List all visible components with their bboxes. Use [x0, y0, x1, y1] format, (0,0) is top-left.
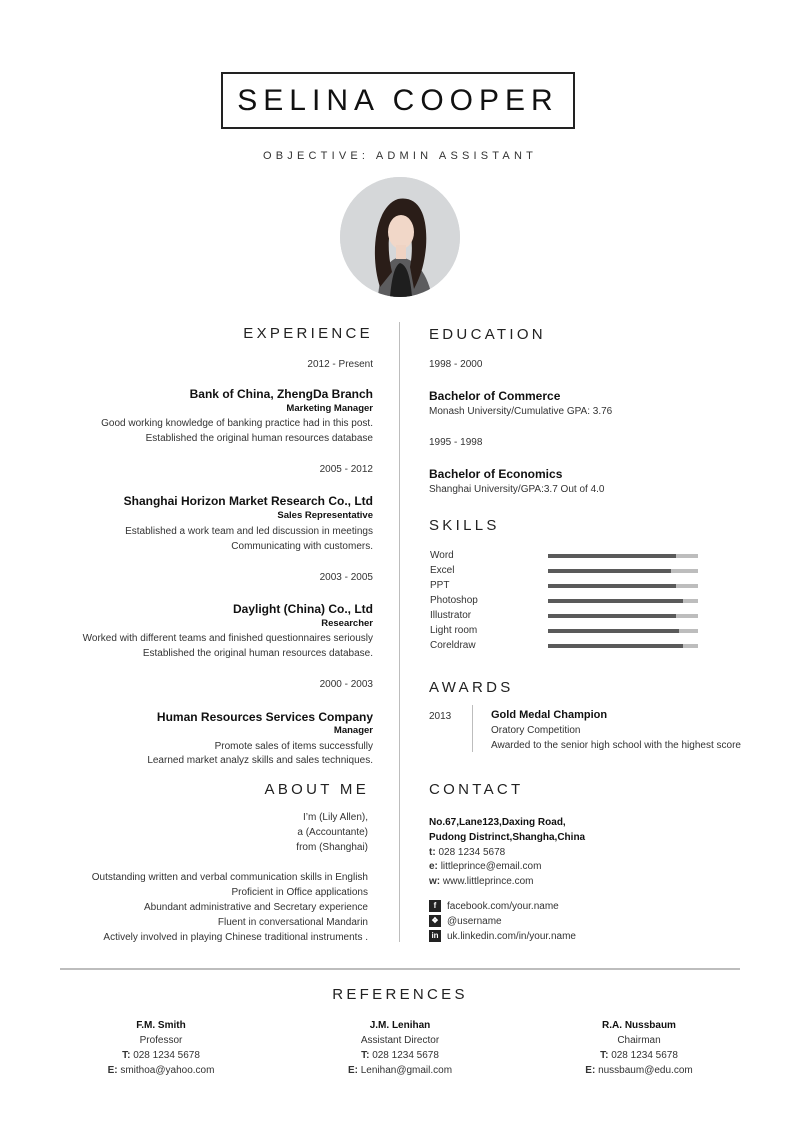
experience-description: Worked with different teams and finished questionnaires seriously [82, 633, 373, 644]
twitter-value: @username [447, 916, 502, 927]
experience-company: Human Resources Services Company [156, 710, 373, 724]
reference-name: F.M. Smith [136, 1020, 186, 1031]
education-period: 1995 - 1998 [429, 437, 483, 448]
reference-phone-label: T: [122, 1050, 131, 1061]
skill-row [430, 563, 700, 578]
email-label: e: [429, 861, 438, 872]
experience-description: Communicating with customers. [231, 541, 373, 552]
skill-bar [548, 629, 698, 633]
skill-bar [548, 599, 698, 603]
skill-bar [548, 569, 698, 573]
skill-row [430, 593, 700, 608]
skill-bar-fill [548, 629, 679, 633]
experience-role: Sales Representative [277, 510, 373, 521]
skill-name: Photoshop [430, 595, 478, 606]
experience-role: Researcher [321, 618, 373, 629]
reference-email [61, 1063, 261, 1078]
linkedin-value: uk.linkedin.com/in/your.name [447, 931, 576, 942]
reference-card [539, 1018, 739, 1078]
experience-description: Good working knowledge of banking practice had in this post. [101, 418, 373, 429]
skill-bar-fill [548, 599, 683, 603]
about-heading: ABOUT ME [264, 781, 369, 798]
experience-period: 2012 - Present [307, 359, 373, 370]
awards-heading: AWARDS [429, 679, 514, 696]
award-name: Gold Medal Champion [491, 709, 608, 721]
experience-period: 2003 - 2005 [319, 572, 373, 583]
references-heading: REFERENCES [332, 986, 468, 1003]
facebook-value: facebook.com/your.name [447, 901, 559, 912]
award-divider [472, 705, 473, 752]
about-intro: I’m (Lily Allen), [302, 812, 368, 823]
phone-label: t: [429, 847, 436, 858]
experience-role: Marketing Manager [286, 403, 373, 414]
reference-email-value[interactable]: Lenihan@gmail.com [360, 1065, 453, 1076]
skill-row [430, 608, 700, 623]
reference-phone-value: 028 1234 5678 [372, 1050, 439, 1061]
about-point: Proficient in Office applications [231, 887, 368, 898]
reference-phone-value: 028 1234 5678 [611, 1050, 678, 1061]
experience-period: 2000 - 2003 [319, 679, 373, 690]
contact-address: Pudong Distrinct,Shangha,China [429, 832, 586, 843]
skill-name: Illustrator [430, 610, 472, 621]
experience-company: Bank of China, ZhengDa Branch [189, 387, 373, 401]
education-period: 1998 - 2000 [429, 359, 483, 370]
reference-title: Chairman [617, 1035, 661, 1046]
contact-twitter[interactable] [429, 914, 502, 929]
skill-name: PPT [430, 580, 450, 591]
skill-row [430, 623, 700, 638]
skill-bar-fill [548, 554, 676, 558]
award-detail: Awarded to the senior high school with the highest score [491, 740, 741, 751]
about-point: Actively involved in playing Chinese traditional instruments . [103, 932, 368, 943]
skill-bar [548, 614, 698, 618]
skill-row [430, 578, 700, 593]
reference-phone [300, 1048, 500, 1063]
reference-title: Assistant Director [360, 1035, 440, 1046]
reference-email [539, 1063, 739, 1078]
experience-period: 2005 - 2012 [319, 464, 373, 475]
skill-bar-fill [548, 569, 671, 573]
objective: OBJECTIVE: ADMIN ASSISTANT [262, 150, 538, 162]
skill-bar-fill [548, 644, 683, 648]
experience-description: Promote sales of items successfully [214, 741, 373, 752]
reference-email-value[interactable]: smithoa@yahoo.com [120, 1065, 215, 1076]
about-intro: from (Shanghai) [296, 842, 368, 853]
reference-phone-label: T: [361, 1050, 370, 1061]
experience-description: Established a work team and led discussion in meetings [125, 526, 373, 537]
award-year: 2013 [429, 711, 452, 722]
skill-name: Light room [430, 625, 478, 636]
experience-role: Manager [333, 725, 373, 736]
skill-bar-fill [548, 584, 676, 588]
contact-linkedin[interactable] [429, 929, 576, 944]
reference-email-label: E: [585, 1065, 596, 1076]
contact-heading: CONTACT [429, 781, 524, 798]
website-value[interactable]: www.littleprince.com [442, 876, 534, 887]
reference-phone-value: 028 1234 5678 [133, 1050, 200, 1061]
twitter-icon: ❖ [429, 915, 441, 927]
reference-name: R.A. Nussbaum [602, 1020, 676, 1031]
email-value[interactable]: littleprince@email.com [440, 861, 542, 872]
column-divider [399, 322, 400, 942]
profile-photo [340, 177, 460, 297]
linkedin-icon: in [429, 930, 441, 942]
about-intro: a (Accountante) [297, 827, 368, 838]
experience-description: Established the original human resources database [145, 433, 373, 444]
references-divider [60, 968, 740, 970]
reference-email [300, 1063, 500, 1078]
skill-bar [548, 554, 698, 558]
reference-name: J.M. Lenihan [369, 1020, 431, 1031]
reference-phone [61, 1048, 261, 1063]
education-degree: Bachelor of Economics [429, 467, 563, 481]
contact-facebook[interactable] [429, 899, 559, 914]
portrait-image [340, 177, 460, 297]
facebook-icon: f [429, 900, 441, 912]
skill-row [430, 548, 700, 563]
experience-company: Shanghai Horizon Market Research Co., Ltd [123, 494, 373, 508]
education-detail: Shanghai University/GPA:3.7 Out of 4.0 [429, 484, 605, 495]
reference-email-label: E: [107, 1065, 118, 1076]
education-heading: EDUCATION [429, 326, 546, 343]
skills-heading: SKILLS [429, 517, 500, 534]
about-point: Abundant administrative and Secretary experience [143, 902, 368, 913]
reference-title: Professor [139, 1035, 183, 1046]
experience-description: Learned market analyz skills and sales techniques. [147, 755, 373, 766]
reference-email-label: E: [347, 1065, 358, 1076]
reference-phone [539, 1048, 739, 1063]
skill-name: Excel [430, 565, 455, 576]
website-label: w: [429, 876, 441, 887]
experience-description: Established the original human resources database. [142, 648, 373, 659]
resume-name: SELINA COOPER [221, 72, 575, 129]
education-detail: Monash University/Cumulative GPA: 3.76 [429, 406, 613, 417]
skill-bar-fill [548, 614, 676, 618]
reference-card [300, 1018, 500, 1078]
contact-address: No.67,Lane123,Daxing Road, [429, 817, 566, 828]
reference-email-value[interactable]: nussbaum@edu.com [598, 1065, 693, 1076]
skill-name: Coreldraw [430, 640, 476, 651]
reference-phone-label: T: [600, 1050, 609, 1061]
about-point: Outstanding written and verbal communication skills in English [91, 872, 368, 883]
experience-company: Daylight (China) Co., Ltd [233, 602, 373, 616]
skill-bar [548, 584, 698, 588]
skill-row [430, 638, 700, 653]
about-point: Fluent in conversational Mandarin [217, 917, 368, 928]
skill-name: Word [430, 550, 454, 561]
contact-email [429, 859, 541, 874]
experience-heading: EXPERIENCE [243, 325, 373, 342]
award-detail: Oratory Competition [491, 725, 581, 736]
education-degree: Bachelor of Commerce [429, 389, 561, 403]
reference-card [61, 1018, 261, 1078]
skill-bar [548, 644, 698, 648]
phone-value: 028 1234 5678 [438, 847, 506, 858]
contact-phone [429, 845, 505, 860]
contact-website [429, 874, 533, 889]
